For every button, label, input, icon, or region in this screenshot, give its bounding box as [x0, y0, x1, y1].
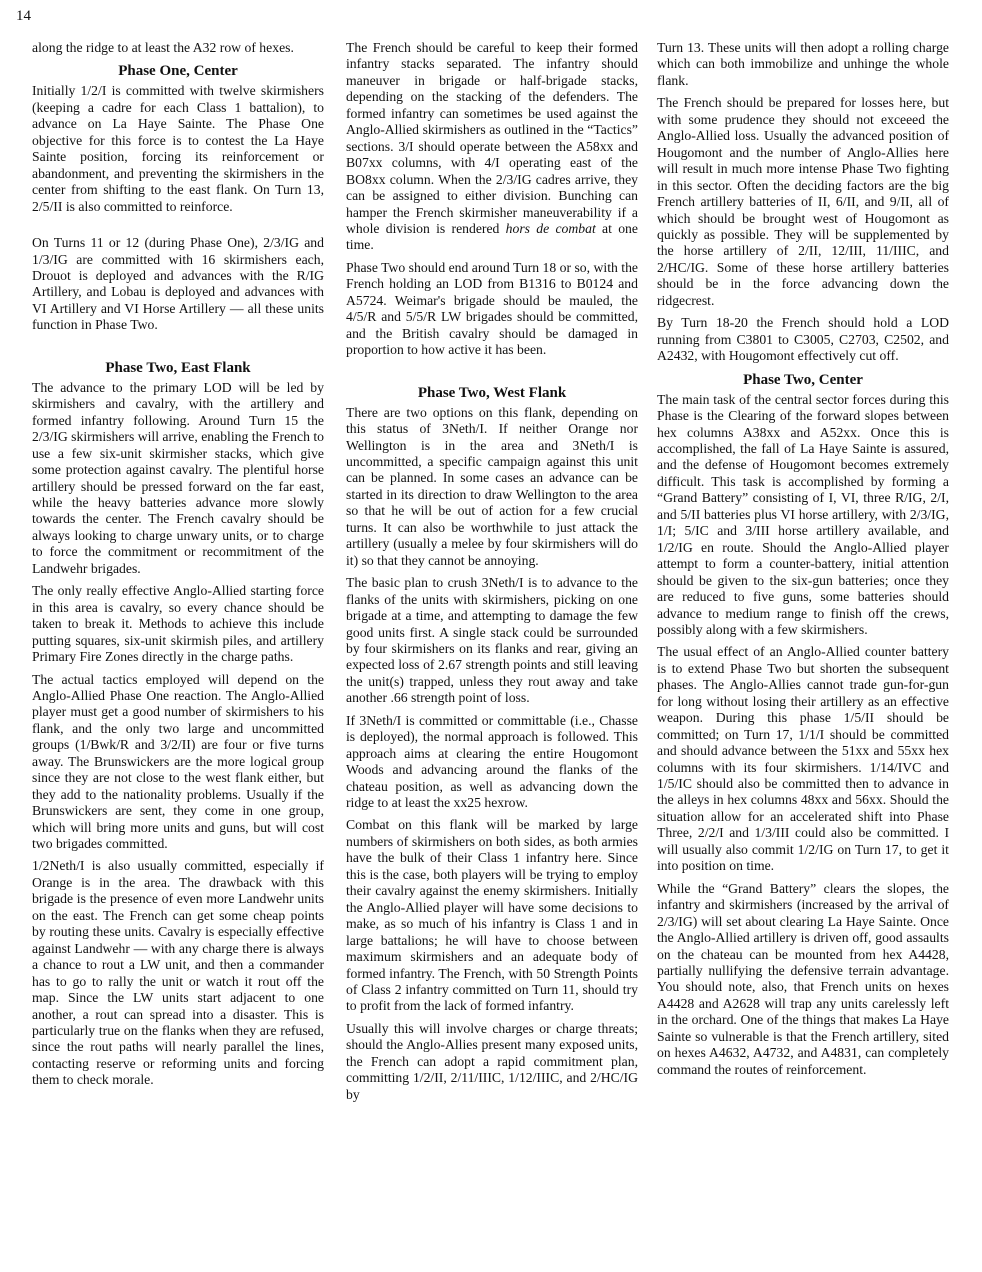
spacer	[32, 221, 324, 235]
spacer	[346, 365, 638, 379]
paragraph: Combat on this flank will be marked by large numbers of skirmishers on both sides, as both armies have the bulk of their Class 1 infantry here. Since this is the case, both players will be trying to employ their cavalry against the enemy skirmishers. Initially the Anglo-Allied player will have some decisions to make, as so much of his infantry is Class 1 and in large battalions; he will have to choose between maximum skirmishers and an adequate body of formed infantry. The French, with 50 Strength Points of Class 2 infantry committed on Turn 11, should try to profit from the lack of formed infantry.	[346, 817, 638, 1014]
paragraph: The advance to the primary LOD will be led by skirmishers and cavalry, with the artillery and formed infantry following. Around Turn 15 the 2/3/IG skirmishers will arrive, enabling the French to use a few six-unit skirmisher stacks, which give some protection against cavalry. The plentiful horse artillery should be pressed forward on the far east, while the heavy batteries advance more slowly towards the center. The French cavalry should be always looking to charge unwary units, or to charge to force the commitment or recommitment of the Landwehr brigades.	[32, 379, 324, 576]
paragraph: Initially 1/2/I is committed with twelve skirmishers (keeping a cadre for each Class 1 battalion), to advance on La Haye Sainte. The Phase One objective for this force is to contest the La Haye Sainte position, forcing its reinforcement or abandonment, and preventing the skirmishers in the center from shifting to the east flank. On Turn 13, 2/5/II is also committed to reinforce.	[32, 83, 324, 214]
page-number: 14	[16, 8, 31, 24]
paragraph: along the ridge to at least the A32 row of hexes.	[32, 40, 294, 55]
paragraph: The actual tactics employed will depend on the Anglo-Allied Phase One reaction. The Anglo-Allied player must get a good number of skirmishers to his flank, and the only two large and uncommitted groups (1/Bwk/R and 3/2/II) are four or five turns away. The Brunswickers are the more logical group since they are not close to the west flank either, but they add to the nationality problems. Usually if the Brunswickers are sent, they come in one group, which will bring more units and guns, but will cost two brigades committed.	[32, 671, 324, 852]
column-1	[32, 40, 324, 1095]
section-heading-phase-two-east-flank: Phase Two, East Flank	[105, 359, 251, 376]
paragraph: While the “Grand Battery” clears the slopes, the infantry and skirmishers (increased by the arrival of 2/3/IG) will set about clearing La Haye Sainte. Once the Anglo-Allied artillery is driven off, good assaults on the chateau can be mounted from hex A4428, partially nullifying the defensive terrain advantage. You should note, also, that French units on hexes A4428 and A2628 will trap any units carelessly left in the orchard. One of the things that makes La Haye Sainte so vulnerable is that the French artillery, sited on hexes A4632, A4732, and A4831, can completely command the routes of reinforcement.	[657, 880, 949, 1077]
section-heading-phase-two-west-flank: Phase Two, West Flank	[417, 384, 567, 401]
column-3	[657, 40, 949, 1084]
paragraph: The only really effective Anglo-Allied starting force in this area is cavalry, so every chance should be taken to break it. Methods to achieve this include putting squares, six-unit skirmish piles, and artillery Primary Fire Zones directly in the charge paths.	[32, 583, 324, 665]
column-2	[346, 40, 638, 1109]
section-heading-phase-one-center: Phase One, Center	[118, 63, 238, 80]
paragraph: 1/2Neth/I is also usually committed, especially if Orange is in the area. The drawback with this brigade is the presence of even more Landwehr units on the east. The French can get some cheap points by routing these units. Cavalry is especially effective against Landwehr — with any charge there is always a chance to rout a LW unit, and then a commander has to go to rally the unit or watch it rout off the map. Since the LW units start adjacent to one another, a rout can spread into a disaster. This is particularly true on the flanks when they are refused, since the rout paths will nearly parallel the lines, contacting reserve or reforming units and forcing them to check morale.	[32, 858, 324, 1088]
paragraph: By Turn 18-20 the French should hold a LOD running from C3801 to C3005, C2703, C2502, and A2432, with Hougomont effectively cut off.	[657, 315, 949, 364]
section-heading-phase-two-center: Phase Two, Center	[743, 371, 863, 388]
paragraph: There are two options on this flank, depending on this status of 3Neth/I. If neither Orange nor Wellington is in the area and 3Neth/I is uncommitted, a specific campaign against this unit can be planned. In some cases an advance can be started in its direction to draw Wellington to the area so that he will be out of action for a few crucial turns. It can also be worthwhile to just attack the artillery (usually a melee by four skirmishers will do it) so that they cannot be annoying.	[346, 404, 638, 568]
paragraph: On Turns 11 or 12 (during Phase One), 2/3/IG and 1/3/IG are committed with 16 skirmishers each, Drouot is deployed and advances with the R/IG Artillery, and Lobau is deployed and advances with VI Artillery and VI Horse Artillery — all these units function in Phase Two.	[32, 235, 324, 333]
paragraph: If 3Neth/I is committed or committable (i.e., Chasse is deployed), the normal approach is followed. This approach aims at clearing the entire Hougomont Woods and advancing around the flanks of the chateau position, as well as advancing down the ridge to at least the xx25 hexrow.	[346, 712, 638, 811]
paragraph: The usual effect of an Anglo-Allied counter battery is to extend Phase Two but shorten the subsequent phases. The Anglo-Allies cannot trade gun-for-gun for long without losing their artillery as an effective weapon. During this phase 1/5/II should be committed; on Turn 17, 1/1/I should be committed and should advance between the 51xx and 55xx hex columns with its four skirmishers. 1/14/IVC and 1/5/IC should also be committed then to advance in the alleys in hex columns 48xx and 56xx. Should the situation allow for an accelerated shift into Phase Three, 2/2/I and 1/3/III could also be committed. I will usually also commit 1/2/IG on Turn 17, to get it into position on time.	[657, 644, 949, 874]
paragraph: The French should be prepared for losses here, but with some prudence they should not exceeed the Anglo-Allied loss. Usually the advanced position of Hougomont and the number of Anglo-Allies here will result in much more intense Phase Two fighting in this sector. Often the deciding factors are the big French artillery batteries of II, 6/II, and 9/II, all of which should be brought west of Hougomont as quickly as possible. They will be supplemented by the horse artillery of 2/II, 12/III, 11/IIIC, and 2/HC/IG. Some of these horse artillery batteries should be in the force advancing down the ridgecrest.	[657, 95, 949, 308]
paragraph-text: at one time.	[346, 220, 638, 253]
paragraph: Phase Two should end around Turn 18 or so, with the French holding an LOD from B1316 to B0124 and A5724. Weimar's brigade should be mauled, the 4/5/R and 5/5/R LW brigades should be committed, and the British cavalry should be damaged in proportion to how active it has been.	[346, 259, 638, 358]
paragraph-text: The French should be careful to keep their formed infantry stacks separated. The infantry should maneuver in brigade or half-brigade stacks, depending on the stacking of the defenders. The formed infantry can sometimes be used against the Anglo-Allied skirmishers as outlined in the “Tactics” sections. 3/I should operate between the A58xx and B07xx columns, with 4/I operating east of the BO8xx column. When the 2/3/IG cadres arrive, they can be assigned to either division. Bunching can hamper the French skirmisher maneuverability if a whole division is rendered	[346, 40, 638, 236]
paragraph	[346, 40, 638, 254]
italic-phrase: hors de combat	[505, 220, 596, 236]
paragraph: The main task of the central sector forces during this Phase is the Clearing of the forward slopes between hex columns A38xx and A52xx. Once this is accomplished, the fall of La Haye Sainte is assured, and the defense of Hougomont becomes extremely difficult. This task is accomplished by forming a “Grand Battery” consisting of I, VI, three R/IG, 2/I, and 5/II batteries plus VI horse artillery, with 2/3/IG, 1/I; 5/IC and 3/III horse artillery available, and 1/2/IG en route. Should the Anglo-Allied player attempt to form a counter-battery, initial attention should be given to the six-gun batteries; once they are reduced to five guns, some batteries should advance to medium range to finish off the crews, possibly along with a few skirmishers.	[657, 391, 949, 637]
paragraph: Usually this will involve charges or charge threats; should the Anglo-Allies present many exposed units, the French can adopt a rapid commitment plan, committing 1/2/II, 2/11/IIIC, 1/12/IIIC, and 2/HC/IG by	[346, 1020, 638, 1102]
spacer	[32, 340, 324, 354]
paragraph: The basic plan to crush 3Neth/I is to advance to the flanks of the units with skirmishers, picking on one brigade at a time, and attempting to damage the few good units first. A single stack could be surrounded by four skirmishers on its flanks and rear, giving an expected loss of 2.67 strength points and still leaving the unit(s) trapped, unless they rout away and take another .66 strength point of loss.	[346, 575, 638, 706]
paragraph: Turn 13. These units will then adopt a rolling charge which can both immobilize and unhinge the whole flank.	[657, 40, 949, 88]
